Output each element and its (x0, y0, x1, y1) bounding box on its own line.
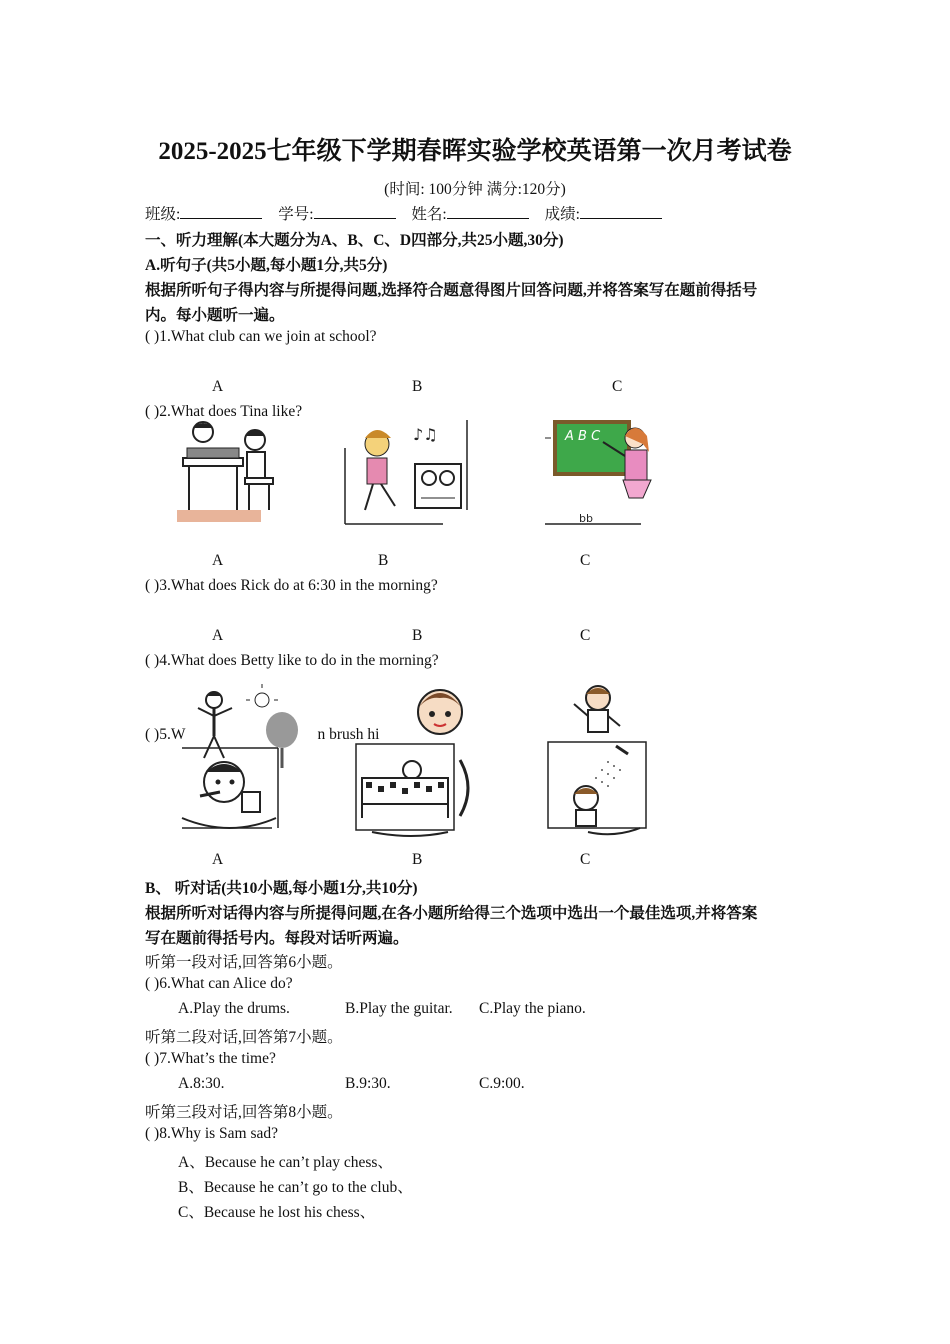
partA-instructions-2: 内。每小题听一遍。 (145, 307, 285, 324)
partB-instructions-2: 写在题前得括号内。每段对话听两遍。 (145, 930, 409, 947)
svg-text:bb: bb (579, 512, 593, 525)
question-8: ( )8.Why is Sam sad? (145, 1125, 279, 1142)
partA-instructions-1: 根据所听句子得内容与所提得问题,选择符合题意得图片回答问题,并将答案写在题前得括号 (145, 282, 758, 299)
page-title: 2025-2025七年级下学期春晖实验学校英语第一次月考试卷 (158, 138, 792, 165)
student-number-field[interactable]: 学号: (278, 202, 395, 224)
exam-time-score: (时间: 100分钟 满分:120分) (384, 181, 566, 198)
q5-label-a: A (212, 851, 224, 868)
q3-label-c: C (580, 627, 591, 644)
q8-option-c: C、Because he lost his chess、 (178, 1204, 376, 1221)
q7-option-b: B.9:30. (345, 1075, 391, 1092)
q2-label-a: A (212, 552, 224, 569)
question-2: ( )2.What does Tina like? (145, 403, 303, 420)
q2-label-b: B (378, 552, 389, 569)
partB-instructions-1: 根据所听对话得内容与所提得问题,在各小题所给得三个选项中选出一个最佳选项,并将答案 (145, 905, 758, 922)
q1-label-a: A (212, 378, 224, 395)
boy-showering-picture (544, 740, 650, 836)
q7-option-c: C.9:00. (479, 1075, 525, 1092)
question-4: ( )4.What does Betty like to do in the morning? (145, 652, 439, 669)
partB-heading: B、 听对话(共10小题,每小题1分,共10分) (145, 880, 418, 897)
q6-option-a: A.Play the drums. (178, 1000, 290, 1017)
q8-option-a: A、Because he can’t play chess、 (178, 1154, 393, 1171)
question-6: ( )6.What can Alice do? (145, 975, 293, 992)
svg-text:A B C: A B C (565, 429, 601, 444)
question-1: ( )1.What club can we join at school? (145, 328, 377, 345)
dialogue-1-note: 听第一段对话,回答第6小题。 (145, 954, 343, 971)
q6-option-c: C.Play the piano. (479, 1000, 586, 1017)
girl-reading-picture (400, 678, 480, 744)
boy-eating-breakfast-picture (180, 742, 282, 838)
q7-option-a: A.8:30. (178, 1075, 225, 1092)
name-field[interactable]: 姓名: (411, 202, 528, 224)
question-3: ( )3.What does Rick do at 6:30 in the morning? (145, 577, 438, 594)
chess-players-picture (173, 418, 285, 528)
score-field[interactable]: 成绩: (545, 202, 662, 224)
class-field[interactable]: 班级: (145, 202, 262, 224)
question-7: ( )7.What’s the time? (145, 1050, 276, 1067)
student-info-row (145, 202, 674, 224)
q5-label-c: C (580, 851, 591, 868)
q1-label-b: B (412, 378, 423, 395)
boy-in-bed-picture (352, 740, 476, 838)
svg-text:♪♫: ♪♫ (413, 425, 438, 444)
dialogue-3-note: 听第三段对话,回答第8小题。 (145, 1104, 343, 1121)
q6-option-b: B.Play the guitar. (345, 1000, 453, 1017)
english-teacher-picture (543, 418, 659, 528)
partA-heading: A.听句子(共5小题,每小题1分,共5分) (145, 257, 388, 274)
boy-playing-picture (562, 680, 632, 742)
q8-option-b: B、Because he can’t go to the club、 (178, 1179, 413, 1196)
question-5: ( )5.W n brush hi (145, 726, 380, 743)
q1-label-c: C (612, 378, 623, 395)
q2-label-c: C (580, 552, 591, 569)
music-listener-picture (343, 418, 471, 528)
q3-label-a: A (212, 627, 224, 644)
dialogue-2-note: 听第二段对话,回答第7小题。 (145, 1029, 343, 1046)
q5-label-b: B (412, 851, 423, 868)
section1-heading: 一、听力理解(本大题分为A、B、C、D四部分,共25小题,30分) (145, 232, 564, 249)
q3-label-b: B (412, 627, 423, 644)
